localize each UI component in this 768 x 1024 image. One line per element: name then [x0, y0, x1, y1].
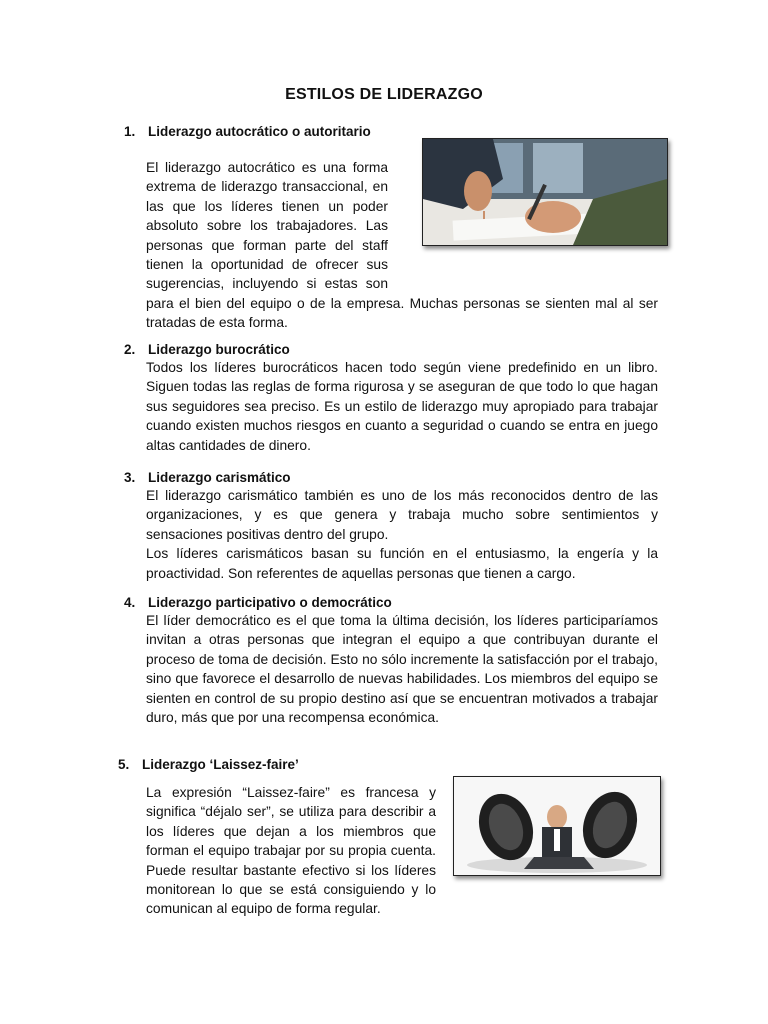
- section-1-heading: [124, 124, 371, 139]
- section-3-title: Liderazgo carismático: [148, 470, 291, 485]
- section-3-number: 3.: [124, 470, 136, 485]
- section-2-heading: [124, 342, 290, 357]
- section-1-title: Liderazgo autocrático o autoritario: [148, 124, 371, 139]
- section-2-number: 2.: [124, 342, 136, 357]
- section-4-text: El líder democrático es el que toma la última decisión, los líderes participaríamos invitan a otras personas que integran el equipo a que contribuyan durante el proceso de toma de decisión. Esto no sólo incremente la satisfacción por el trabajo, sino que favorece el desarrollo de nuevas habilidades. Los miembros del equipo se sienten en control de su propio destino así que se encuentran motivados a trabajar duro, más que por una recompensa económica.: [146, 613, 658, 726]
- section-5-heading: [118, 757, 299, 772]
- section-3-text: El liderazgo carismático también es uno de los más reconocidos dentro de las organizaciones, y es que genera y trabaja mucho sobre sentimientos y sensaciones positivas dentro del grupo.: [146, 488, 658, 542]
- section-3-text-2: Los líderes carismáticos basan su función en el entusiasmo, la engería y la proactividad. Son referentes de aquellas personas que tienen a cargo.: [146, 546, 658, 581]
- section-2-text: Todos los líderes burocráticos hacen todo según viene predefinido en un libro. Siguen todas las reglas de forma rigurosa y se aseguran de que todo lo que hagan sus seguidores sea preciso. Es un estilo de liderazgo muy apropiado para trabajar cuando existen muchos riesgos en cuanto a seguridad o cuando se entra en juego altas cantidades de dinero.: [146, 360, 658, 453]
- section-5-text: La expresión “Laissez-faire” es francesa y significa “déjalo ser”, se utiliza para describir a los líderes que dejan a los miembros que forman el equipo trabajar por su propia cuenta. Puede resultar bastante efectivo si los líderes monitorean lo que se está consiguiendo y lo comunican al equipo de forma regular.: [146, 785, 436, 917]
- signing-document-photo: [422, 138, 668, 246]
- section-2-body: [146, 358, 658, 455]
- relaxed-leader-photo: [453, 776, 661, 876]
- section-2-title: Liderazgo burocrático: [148, 342, 290, 357]
- section-1-number: 1.: [124, 124, 136, 139]
- section-1-text: El liderazgo autocrático es una forma extrema de liderazgo transaccional, en las que los líderes tienen un poder absoluto sobre los trabajadores. Las personas que forman parte del staff tienen la oportunidad de ofrecer sus sugerencias, incluyendo si estas son para el bien del equipo o de la empresa. Muchas personas se sienten mal al ser tratadas de esta forma.: [146, 160, 658, 331]
- document-title: ESTILOS DE LIDERAZGO: [285, 86, 483, 103]
- section-4-number: 4.: [124, 595, 136, 610]
- section-3-body: [146, 486, 658, 583]
- section-4-title: Liderazgo participativo o democrático: [148, 595, 392, 610]
- section-4-heading: [124, 595, 392, 610]
- section-5-number: 5.: [118, 757, 130, 772]
- section-5-title: Liderazgo ‘Laissez-faire’: [142, 757, 299, 772]
- section-4-body: [146, 611, 658, 727]
- section-3-heading: [124, 470, 291, 485]
